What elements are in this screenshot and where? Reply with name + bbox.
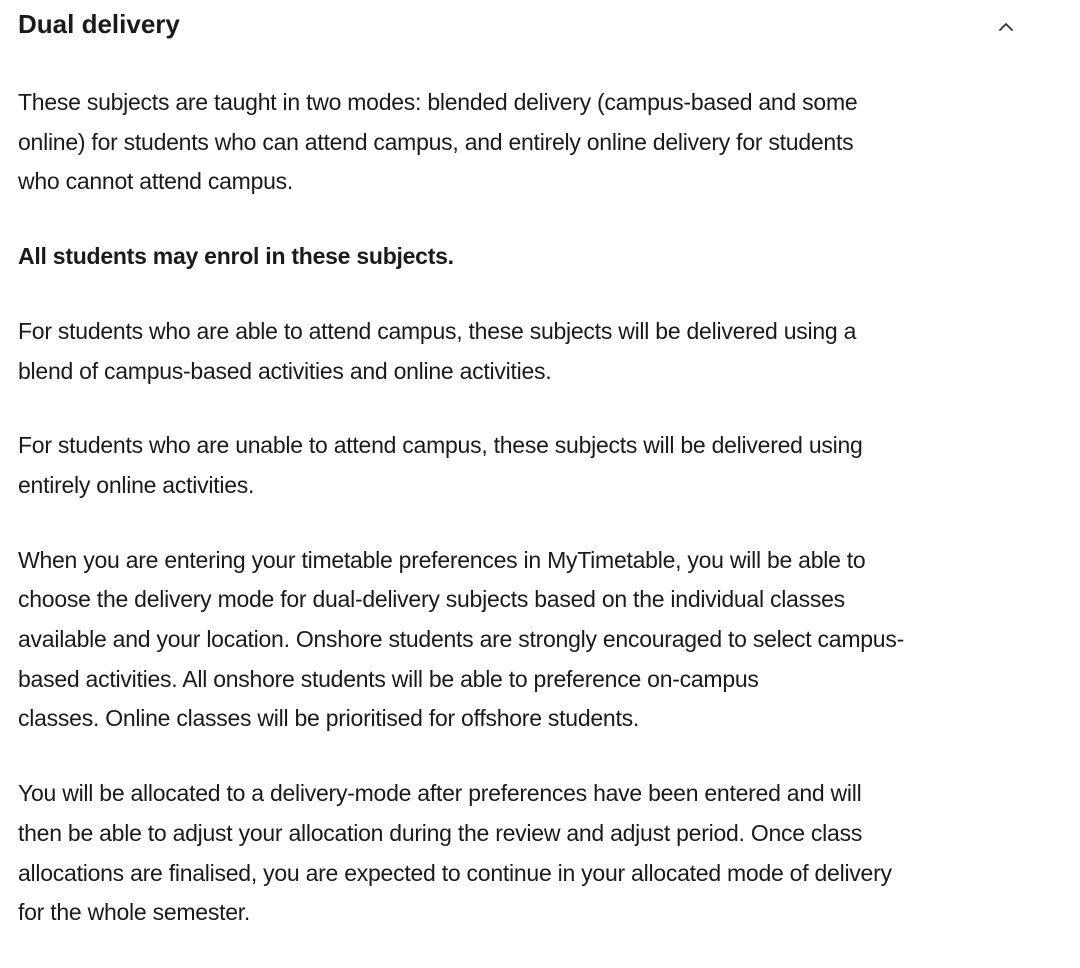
text-line: You will be allocated to a delivery-mode after preferences have been entered and will [18,780,862,807]
intro-paragraph [18,83,1048,202]
chevron-up-icon-svg [994,14,1018,38]
text-line: allocations are finalised, you are expected to continue in your allocated mode of delivery [18,859,892,886]
text-line: blend of campus-based activities and online activities. [18,357,552,384]
text-line: choose the delivery mode for dual-delivery subjects based on the individual classes [18,586,845,613]
accordion-header[interactable] [0,0,1080,50]
online-students-paragraph [18,426,1048,505]
text-line: For students who are unable to attend campus, these subjects will be delivered using [18,432,863,459]
text-line: All students may enrol in these subjects. [18,243,454,270]
text-line: When you are entering your timetable preferences in MyTimetable, you will be able to [18,546,866,573]
text-line: classes. Online classes will be prioritised for offshore students. [18,705,639,732]
text-line: based activities. All onshore students will be able to preference on-campus [18,665,759,692]
text-line: online) for students who can attend campus, and entirely online delivery for students [18,128,854,155]
text-line: then be able to adjust your allocation during the review and adjust period. Once class [18,819,863,846]
timetable-paragraph [18,541,1048,740]
text-line: These subjects are taught in two modes: blended delivery (campus-based and some [18,89,858,115]
text-line: entirely online activities. [18,471,255,498]
campus-students-paragraph [18,312,1048,391]
accordion-body [18,83,1048,968]
text-line: available and your location. Onshore students are strongly encouraged to select campus- [18,626,904,653]
chevron-up-icon[interactable] [994,14,1018,38]
allocation-paragraph [18,774,1048,933]
text-line: For students who are able to attend campus, these subjects will be delivered using a [18,317,857,344]
accordion-title: Dual delivery [18,9,180,39]
enrolment-note [18,237,1048,277]
text-line: for the whole semester. [18,899,251,926]
text-line: who cannot attend campus. [18,168,294,195]
